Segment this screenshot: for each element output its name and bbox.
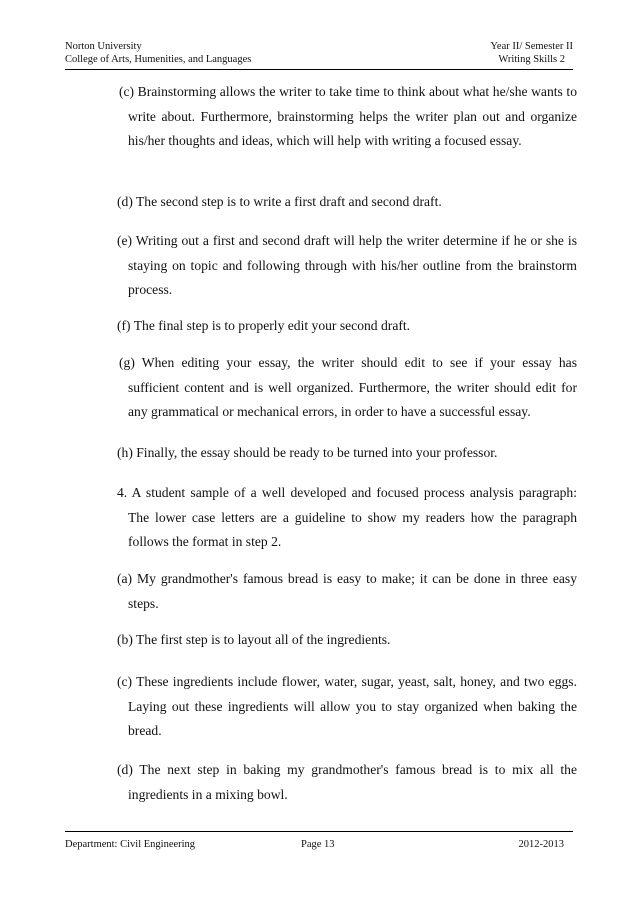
paragraph-c-brainstorming: (c) Brainstorming allows the writer to take time to think about what he/she wants to write about. Furthermore, brainstorming helps the writer plan out and organize his/her thoughts and ideas, which will help with writing a focused essay. [119,84,577,148]
paragraph-d-second-step: (d) The second step is to write a first draft and second draft. [117,194,442,209]
paragraph-a-grandmother-bread: (a) My grandmother's famous bread is easy to make; it can be done in three easy steps. [117,571,577,611]
paragraph-4-student-sample: 4. A student sample of a well developed and focused process analysis paragraph: The lower case letters are a guideline to show my readers how the paragraph follows the format in step 2. [117,485,577,549]
paragraph-c-ingredients: (c) These ingredients include flower, water, sugar, yeast, salt, honey, and two eggs. Laying out these ingredients will allow you to stay organized when baking the bread. [117,674,577,738]
header-course: Writing Skills 2 [498,54,565,65]
page-header [65,40,573,70]
paragraph-g-editing: (g) When editing your essay, the writer should edit to see if your essay has sufficient content and is well organized. Furthermore, the writer should edit for any grammatical or mechanical errors, in order to have a successful essay. [119,355,577,419]
header-university: Norton University [65,41,142,52]
paragraph-e-drafts: (e) Writing out a first and second draft will help the writer determine if he or she is staying on topic and following through with his/her outline from the brainstorm process. [117,233,577,297]
header-year-semester: Year II/ Semester II [490,41,573,52]
footer-page-number: Page 13 [301,839,335,850]
page-footer [65,831,573,850]
paragraph-d-mix-ingredients: (d) The next step in baking my grandmother's famous bread is to mix all the ingredients in a mixing bowl. [117,762,577,802]
paragraph-h-finally: (h) Finally, the essay should be ready to be turned into your professor. [117,445,498,460]
header-college: College of Arts, Humenities, and Languages [65,54,252,65]
paragraph-b-first-step: (b) The first step is to layout all of the ingredients. [117,632,391,647]
paragraph-f-final-step: (f) The final step is to properly edit your second draft. [117,318,411,333]
footer-years: 2012-2013 [518,839,564,850]
footer-department: Department: Civil Engineering [65,839,196,850]
